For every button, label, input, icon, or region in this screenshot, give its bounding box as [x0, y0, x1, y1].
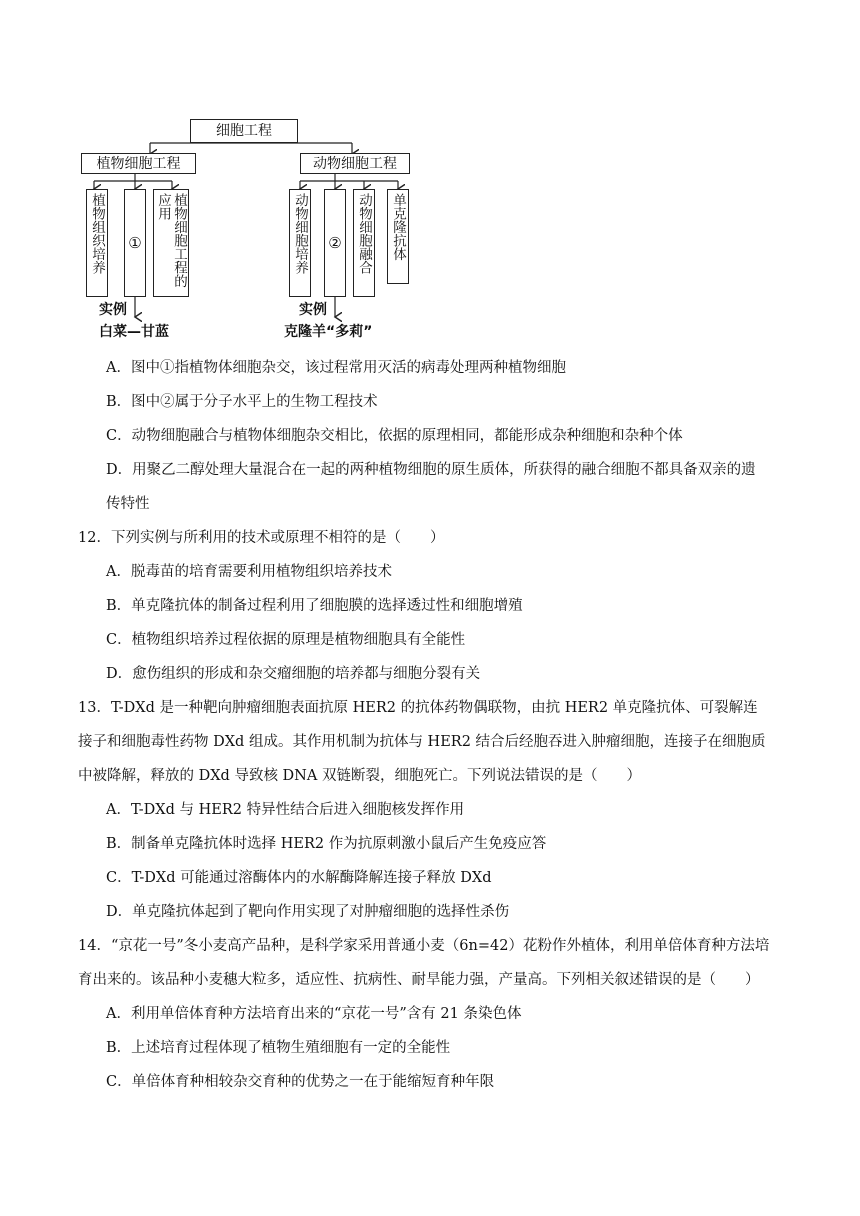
- animal-example-text: 克隆羊“多莉”: [284, 324, 373, 340]
- plant-application-node: 植物细胞工程的应用: [153, 189, 189, 297]
- animal-unknown-node: ②: [324, 189, 346, 297]
- q11-option-d-cont: 传特性: [106, 496, 150, 512]
- q13-stem-3: 中被降解，释放的 DXd 导致核 DNA 双链断裂，细胞死亡。下列说法错误的是（ ）: [78, 768, 641, 784]
- q13-stem-2: 接子和细胞毒性药物 DXd 组成。其作用机制为抗体与 HER2 结合后经胞吞进入肿瘤细胞，连接子在细胞质: [78, 734, 766, 750]
- q12-option-c: C．植物组织培养过程依据的原理是植物细胞具有全能性: [106, 632, 466, 648]
- animal-cell-fusion-node: 动物细胞融合: [353, 189, 375, 297]
- q14-stem-2: 育出来的。该品种小麦穗大粒多，适应性、抗病性、耐旱能力强，产量高。下列相关叙述错误的是（ ）: [78, 972, 760, 988]
- monoclonal-antibody-node: 单克隆抗体: [387, 189, 409, 284]
- q13-stem-1: 13．T-DXd 是一种靶向肿瘤细胞表面抗原 HER2 的抗体药物偶联物，由抗 HER2 单克隆抗体、可裂解连: [78, 700, 758, 716]
- q11-option-a: A．图中①指植物体细胞杂交，该过程常用灭活的病毒处理两种植物细胞: [106, 360, 566, 376]
- q13-option-c: C．T-DXd 可能通过溶酶体内的水解酶降解连接子释放 DXd: [106, 870, 492, 886]
- animal-engineering-node: 动物细胞工程: [300, 153, 410, 174]
- q13-option-b: B．制备单克隆抗体时选择 HER2 作为抗原刺激小鼠后产生免疫应答: [106, 836, 547, 852]
- plant-example-label: 实例: [99, 302, 127, 318]
- q14-stem-1: 14．“京花一号”冬小麦高产品种，是科学家采用普通小麦（6n=42）花粉作外植体，利用单倍体育种方法培: [78, 938, 770, 954]
- q13-option-d: D．单克隆抗体起到了靶向作用实现了对肿瘤细胞的选择性杀伤: [106, 904, 510, 920]
- q12-option-b: B．单克隆抗体的制备过程利用了细胞膜的选择透过性和细胞增殖: [106, 598, 523, 614]
- q12-option-a: A．脱毒苗的培育需要利用植物组织培养技术: [106, 564, 392, 580]
- animal-example-label: 实例: [299, 302, 327, 318]
- cell-engineering-diagram: [80, 112, 420, 347]
- root-node: 细胞工程: [190, 119, 298, 143]
- q13-option-a: A．T-DXd 与 HER2 特异性结合后进入细胞核发挥作用: [106, 802, 465, 818]
- q11-option-d: D．用聚乙二醇处理大量混合在一起的两种植物细胞的原生质体，所获得的融合细胞不都具备双亲的遗: [106, 462, 756, 478]
- q11-option-b: B．图中②属于分子水平上的生物工程技术: [106, 394, 378, 410]
- plant-somatic-hybridization-node: ①: [124, 189, 146, 297]
- q14-option-a: A．利用单倍体育种方法培育出来的“京花一号”含有 21 条染色体: [106, 1006, 522, 1022]
- plant-engineering-node: 植物细胞工程: [81, 153, 196, 174]
- plant-tissue-culture-node: 植物组织培养: [86, 189, 108, 297]
- q12-stem: 12．下列实例与所利用的技术或原理不相符的是（ ）: [78, 530, 445, 546]
- animal-cell-culture-node: 动物细胞培养: [289, 189, 311, 297]
- q14-option-c: C．单倍体育种相较杂交育种的优势之一在于能缩短育种年限: [106, 1074, 495, 1090]
- q11-option-c: C．动物细胞融合与植物体细胞杂交相比，依据的原理相同，都能形成杂种细胞和杂种个体: [106, 428, 683, 444]
- plant-example-text: 白菜—甘蓝: [99, 324, 169, 340]
- q14-option-b: B．上述培育过程体现了植物生殖细胞有一定的全能性: [106, 1040, 451, 1056]
- q12-option-d: D．愈伤组织的形成和杂交瘤细胞的培养都与细胞分裂有关: [106, 666, 481, 682]
